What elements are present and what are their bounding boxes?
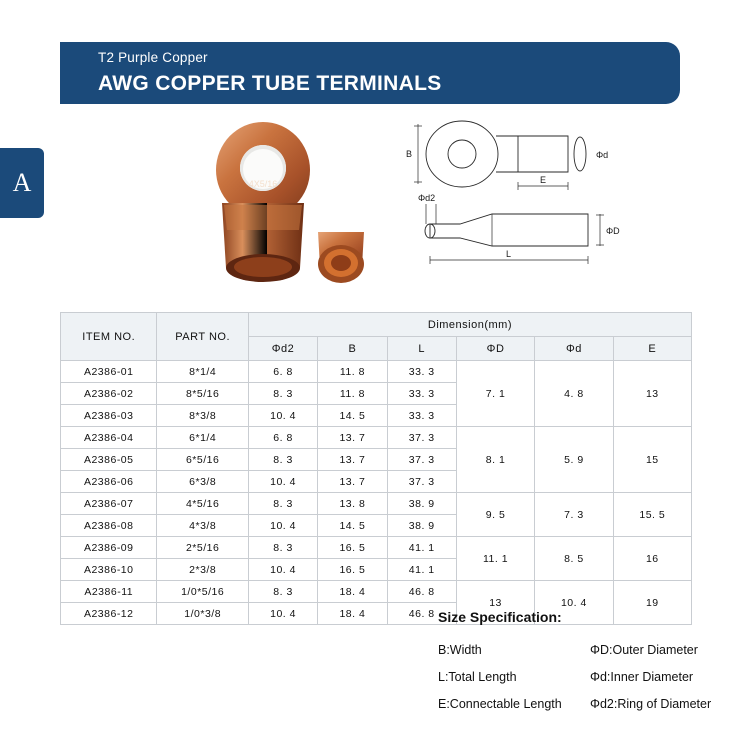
header-banner bbox=[60, 42, 680, 104]
dim-label-b: B bbox=[406, 149, 413, 159]
cell-item-no: A2386-08 bbox=[61, 515, 157, 537]
cell-e: 13 bbox=[613, 361, 691, 427]
cell-phi-d2: 8. 3 bbox=[248, 537, 317, 559]
cell-l: 33. 3 bbox=[387, 361, 456, 383]
dim-label-phi-d2: Φd2 bbox=[418, 193, 436, 203]
size-spec-title: Size Specification: bbox=[438, 609, 562, 625]
size-spec-row bbox=[438, 637, 738, 664]
size-spec-phi-d2: Φd2:Ring of Diameter bbox=[590, 697, 712, 711]
cell-phi-D: 11. 1 bbox=[456, 537, 534, 581]
cell-phi-D: 13 bbox=[456, 581, 534, 625]
cell-l: 41. 1 bbox=[387, 559, 456, 581]
cell-part-no: 2*3/8 bbox=[157, 559, 248, 581]
cell-phi-d2: 8. 3 bbox=[248, 383, 317, 405]
cell-l: 37. 3 bbox=[387, 449, 456, 471]
cell-phi-d2: 10. 4 bbox=[248, 603, 317, 625]
cell-phi-d2: 10. 4 bbox=[248, 559, 317, 581]
cell-l: 33. 3 bbox=[387, 405, 456, 427]
cell-phi-D: 7. 1 bbox=[456, 361, 534, 427]
cell-item-no: A2386-05 bbox=[61, 449, 157, 471]
cell-e: 19 bbox=[613, 581, 691, 625]
cell-b: 11. 8 bbox=[318, 383, 387, 405]
cell-phi-d: 8. 5 bbox=[535, 537, 613, 581]
cell-part-no: 8*3/8 bbox=[157, 405, 248, 427]
cell-phi-D: 9. 5 bbox=[456, 493, 534, 537]
cell-item-no: A2386-11 bbox=[61, 581, 157, 603]
cell-phi-d2: 10. 4 bbox=[248, 471, 317, 493]
cell-phi-d: 5. 9 bbox=[535, 427, 613, 493]
cell-b: 14. 5 bbox=[318, 515, 387, 537]
cell-l: 38. 9 bbox=[387, 493, 456, 515]
size-spec-b: B:Width bbox=[438, 643, 482, 657]
section-tab-label: A bbox=[12, 168, 32, 197]
cell-item-no: A2386-07 bbox=[61, 493, 157, 515]
cell-item-no: A2386-10 bbox=[61, 559, 157, 581]
cell-phi-d2: 8. 3 bbox=[248, 449, 317, 471]
cell-phi-d2: 8. 3 bbox=[248, 493, 317, 515]
table-row bbox=[61, 537, 692, 559]
cell-b: 11. 8 bbox=[318, 361, 387, 383]
cell-l: 37. 3 bbox=[387, 471, 456, 493]
header-b: B bbox=[318, 337, 387, 361]
cell-l: 41. 1 bbox=[387, 537, 456, 559]
header-subtitle: T2 Purple Copper bbox=[98, 50, 208, 65]
cell-e: 16 bbox=[613, 537, 691, 581]
cell-phi-d: 10. 4 bbox=[535, 581, 613, 625]
cell-item-no: A2386-06 bbox=[61, 471, 157, 493]
cell-part-no: 6*5/16 bbox=[157, 449, 248, 471]
header-e: E bbox=[613, 337, 691, 361]
product-photo bbox=[150, 108, 380, 298]
cell-phi-d2: 10. 4 bbox=[248, 405, 317, 427]
cell-part-no: 4*5/16 bbox=[157, 493, 248, 515]
dim-label-phi-d: Φd bbox=[596, 150, 609, 160]
header-item-no: ITEM NO. bbox=[61, 313, 157, 361]
cell-item-no: A2386-03 bbox=[61, 405, 157, 427]
dim-label-l: L bbox=[506, 249, 512, 259]
table-row bbox=[61, 427, 692, 449]
cell-phi-d2: 6. 8 bbox=[248, 361, 317, 383]
header-phi-d: Φd bbox=[535, 337, 613, 361]
cell-b: 14. 5 bbox=[318, 405, 387, 427]
size-spec-l: L:Total Length bbox=[438, 670, 517, 684]
cell-part-no: 2*5/16 bbox=[157, 537, 248, 559]
dim-label-phi-D: ΦD bbox=[606, 226, 620, 236]
page-title: AWG COPPER TUBE TERMINALS bbox=[98, 72, 442, 95]
cell-e: 15 bbox=[613, 427, 691, 493]
size-spec-e: E:Connectable Length bbox=[438, 697, 562, 711]
cell-item-no: A2386-12 bbox=[61, 603, 157, 625]
cell-l: 46. 8 bbox=[387, 603, 456, 625]
cell-item-no: A2386-01 bbox=[61, 361, 157, 383]
cell-part-no: 1/0*5/16 bbox=[157, 581, 248, 603]
cell-part-no: 1/0*3/8 bbox=[157, 603, 248, 625]
section-tab-a bbox=[0, 148, 44, 218]
cell-e: 15. 5 bbox=[613, 493, 691, 537]
cell-l: 46. 8 bbox=[387, 581, 456, 603]
cell-b: 13. 7 bbox=[318, 471, 387, 493]
cell-part-no: 4*3/8 bbox=[157, 515, 248, 537]
table-row bbox=[61, 493, 692, 515]
cell-part-no: 8*1/4 bbox=[157, 361, 248, 383]
part-stamp-label: 4X5/16 bbox=[248, 179, 278, 189]
cell-b: 16. 5 bbox=[318, 559, 387, 581]
size-spec-row bbox=[438, 691, 738, 718]
cell-part-no: 6*3/8 bbox=[157, 471, 248, 493]
technical-drawing bbox=[400, 112, 710, 272]
cell-l: 38. 9 bbox=[387, 515, 456, 537]
dim-label-e: E bbox=[540, 175, 547, 185]
cell-phi-d: 4. 8 bbox=[535, 361, 613, 427]
header-l: L bbox=[387, 337, 456, 361]
cell-phi-d: 7. 3 bbox=[535, 493, 613, 537]
header-dimension: Dimension(mm) bbox=[248, 313, 691, 337]
cell-phi-D: 8. 1 bbox=[456, 427, 534, 493]
cell-b: 16. 5 bbox=[318, 537, 387, 559]
header-phi-D: ΦD bbox=[456, 337, 534, 361]
cell-b: 13. 8 bbox=[318, 493, 387, 515]
size-spec-phi-D: ΦD:Outer Diameter bbox=[590, 643, 698, 657]
size-spec-phi-d: Φd:Inner Diameter bbox=[590, 670, 694, 684]
cell-phi-d2: 6. 8 bbox=[248, 427, 317, 449]
table-row bbox=[61, 581, 692, 603]
cell-phi-d2: 10. 4 bbox=[248, 515, 317, 537]
cell-item-no: A2386-02 bbox=[61, 383, 157, 405]
table-row bbox=[61, 361, 692, 383]
size-spec-row bbox=[438, 664, 738, 691]
cell-b: 13. 7 bbox=[318, 449, 387, 471]
header-part-no: PART NO. bbox=[157, 313, 248, 361]
specification-table bbox=[60, 312, 692, 625]
cell-item-no: A2386-04 bbox=[61, 427, 157, 449]
cell-item-no: A2386-09 bbox=[61, 537, 157, 559]
cell-phi-d2: 8. 3 bbox=[248, 581, 317, 603]
cell-b: 18. 4 bbox=[318, 581, 387, 603]
cell-part-no: 6*1/4 bbox=[157, 427, 248, 449]
table-header-row bbox=[61, 313, 692, 337]
header-phi-d2: Φd2 bbox=[248, 337, 317, 361]
size-specification-block bbox=[438, 604, 738, 718]
cell-l: 33. 3 bbox=[387, 383, 456, 405]
cell-b: 18. 4 bbox=[318, 603, 387, 625]
cell-b: 13. 7 bbox=[318, 427, 387, 449]
cell-part-no: 8*5/16 bbox=[157, 383, 248, 405]
cell-l: 37. 3 bbox=[387, 427, 456, 449]
